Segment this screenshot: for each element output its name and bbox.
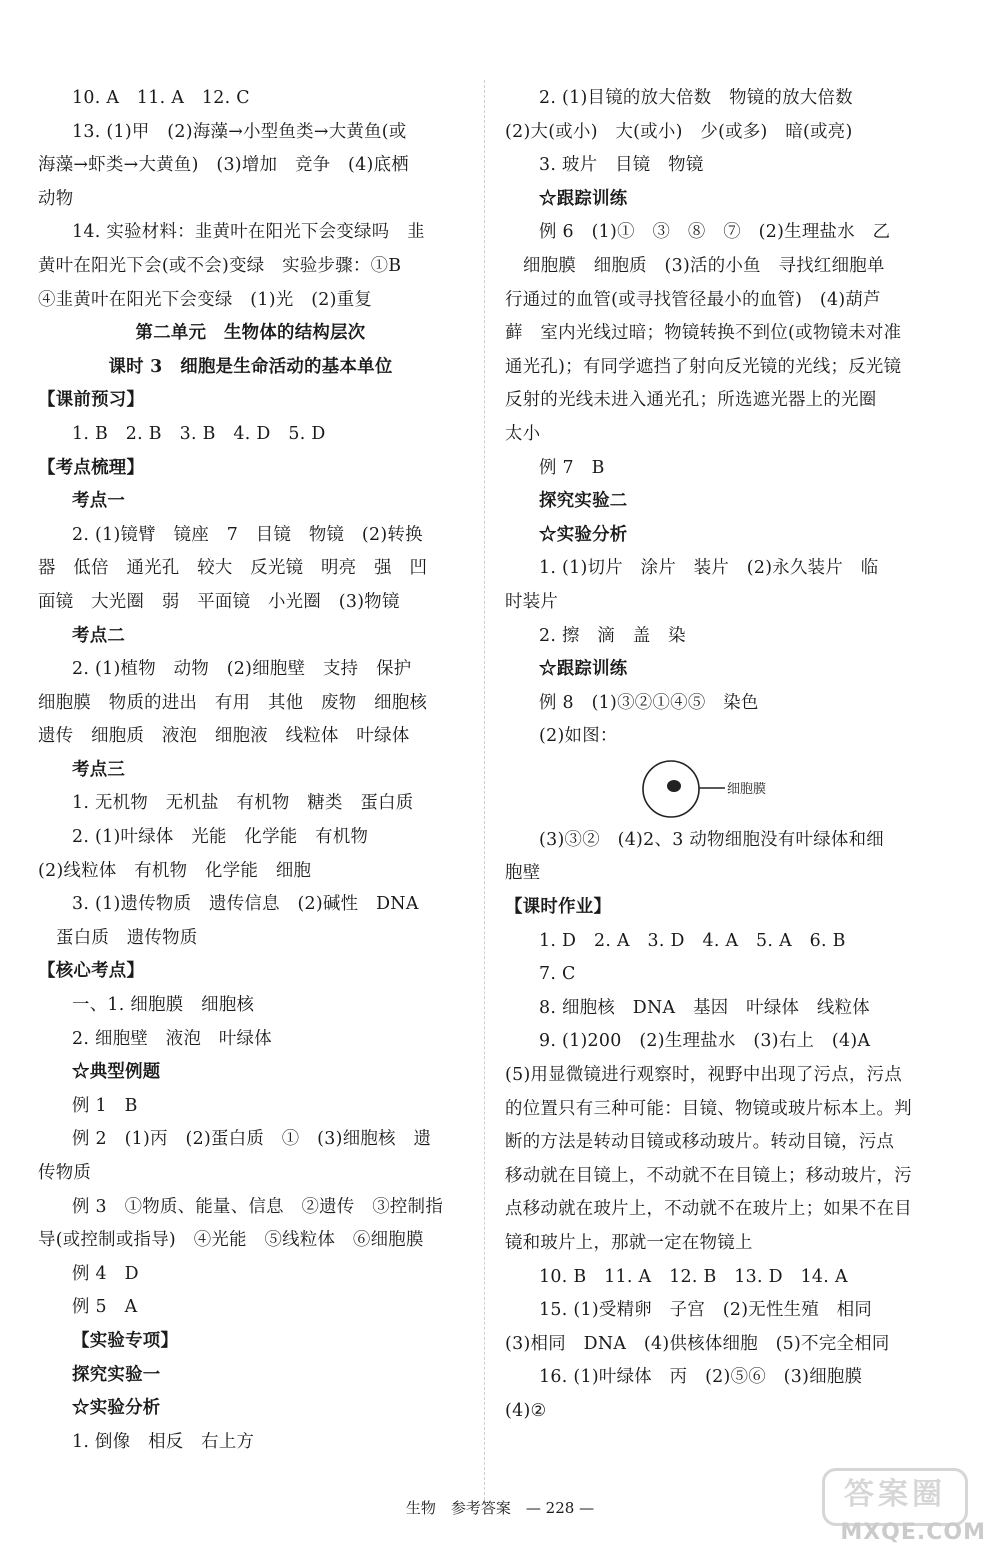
answer-line: 导(或控制或指导) ④光能 ⑤线粒体 ⑥细胞膜 — [38, 1230, 424, 1251]
answer-line: 1. 倒像 相反 右上方 — [72, 1431, 255, 1452]
answer-line: 点移动就在玻片上，不动就不在玻片上；如果不在目 — [505, 1199, 912, 1220]
answer-line: 【考点梳理】 — [38, 457, 145, 478]
answer-line: (2)线粒体 有机物 化学能 细胞 — [38, 860, 312, 881]
answer-line: 例 6 (1)① ③ ⑧ ⑦ (2)生理盐水 乙 — [539, 222, 891, 243]
answer-line: 探究实验一 — [72, 1364, 161, 1385]
answer-line: 考点二 — [72, 625, 126, 646]
watermark-url: MXQE.COM — [840, 1520, 986, 1545]
answer-line: 14. 实验材料：韭黄叶在阳光下会变绿吗 韭 — [72, 222, 425, 243]
answer-line: 9. (1)200 (2)生理盐水 (3)右上 (4)A — [539, 1031, 871, 1052]
answer-line: 10. B 11. A 12. B 13. D 14. A — [539, 1266, 848, 1287]
answer-line: 7. C — [539, 964, 576, 985]
left-column — [38, 82, 463, 1459]
answer-line: 15. (1)受精卵 子宫 (2)无性生殖 相同 — [539, 1300, 873, 1321]
answer-line: 1. 无机物 无机盐 有机物 糖类 蛋白质 — [72, 793, 414, 814]
answer-line: 例 7 B — [539, 457, 605, 478]
cell-nucleus — [667, 780, 681, 792]
answer-line: 13. (1)甲 (2)海藻→小型鱼类→大黄鱼(或 — [72, 121, 407, 142]
answer-line: ☆实验分析 — [72, 1398, 161, 1419]
answer-line: 例 8 (1)③②①④⑤ 染色 — [539, 692, 759, 713]
right-column-bottom — [505, 824, 925, 1429]
answer-line: ☆典型例题 — [72, 1062, 161, 1083]
answer-line: 8. 细胞核 DNA 基因 叶绿体 线粒体 — [539, 997, 870, 1018]
answer-line: 太小 — [505, 423, 541, 444]
answer-line: (3)相同 DNA (4)供核体细胞 (5)不完全相同 — [505, 1333, 890, 1354]
answer-line: 胞壁 — [505, 863, 541, 884]
answer-line: 镜和玻片上，那就一定在物镜上 — [505, 1233, 753, 1253]
page-footer: 生物 参考答案 — 228 — — [405, 1499, 595, 1517]
answer-line: 藓 室内光线过暗；物镜转换不到位(或物镜未对准 — [505, 323, 902, 344]
answer-line: 移动就在目镜上，不动就不在目镜上；移动玻片，污 — [505, 1165, 912, 1186]
answer-line: ☆跟踪训练 — [539, 188, 628, 209]
answer-line: 一、1. 细胞膜 细胞核 — [72, 995, 255, 1016]
answer-line: (4)② — [505, 1400, 547, 1421]
answer-line: 传物质 — [38, 1163, 92, 1183]
right-column — [505, 82, 925, 1429]
answer-line: 例 1 B — [72, 1095, 138, 1116]
answer-line: 细胞膜 物质的进出 有用 其他 废物 细胞核 — [38, 692, 428, 713]
answer-line: ④韭黄叶在阳光下会变绿 (1)光 (2)重复 — [38, 289, 373, 310]
answer-line: 2. (1)植物 动物 (2)细胞壁 支持 保护 — [72, 659, 412, 680]
answer-line: 例 2 (1)丙 (2)蛋白质 ① (3)细胞核 遗 — [72, 1129, 432, 1150]
answer-line: 断的方法是转动目镜或移动玻片。转动目镜，污点 — [505, 1132, 895, 1153]
answer-line: 例 5 A — [72, 1297, 138, 1318]
answer-line: 课时 3 细胞是生命活动的基本单位 — [108, 356, 393, 377]
answer-line: 【核心考点】 — [38, 961, 145, 982]
answer-line: 【课前预习】 — [38, 390, 145, 411]
answer-line: 遗传 细胞质 液泡 细胞液 线粒体 叶绿体 — [38, 726, 410, 747]
answer-line: 蛋白质 遗传物质 — [56, 927, 198, 948]
answer-line: 10. A 11. A 12. C — [72, 88, 250, 108]
answer-line: (5)用显微镜进行观察时，视野中出现了污点，污点 — [505, 1065, 903, 1086]
answer-line: 2. (1)目镜的放大倍数 物镜的放大倍数 — [539, 88, 853, 108]
answer-line: 反射的光线未进入通光孔；所选遮光器上的光圈 — [505, 390, 877, 411]
answer-line: ☆跟踪训练 — [539, 659, 628, 680]
answer-line: 黄叶在阳光下会(或不会)变绿 实验步骤：①B — [38, 255, 402, 276]
answer-line: 考点一 — [72, 491, 126, 512]
answer-line: (2)如图： — [539, 726, 618, 747]
watermark-logo: 答案圈 — [822, 1468, 968, 1526]
answer-line: 2. (1)镜臂 镜座 7 目镜 物镜 (2)转换 — [72, 524, 423, 545]
answer-line: 时装片 — [505, 591, 559, 612]
answer-line: 3. (1)遗传物质 遗传信息 (2)碱性 DNA — [72, 894, 419, 915]
answer-line: 2. 细胞壁 液泡 叶绿体 — [72, 1028, 272, 1049]
answer-line: 细胞膜 细胞质 (3)活的小鱼 寻找红细胞单 — [523, 255, 885, 276]
answer-line: 【课时作业】 — [505, 897, 612, 918]
answer-line: 1. (1)切片 涂片 装片 (2)永久装片 临 — [539, 558, 879, 579]
answer-line: 器 低倍 通光孔 较大 反光镜 明亮 强 凹 — [38, 558, 428, 579]
watermark — [810, 1468, 986, 1552]
answer-line: (3)③② (4)2、3 动物细胞没有叶绿体和细 — [539, 829, 884, 850]
answer-line: 例 3 ①物质、能量、信息 ②遗传 ③控制指 — [72, 1196, 444, 1217]
cell-figure-row — [505, 754, 925, 824]
right-column-top — [505, 82, 925, 754]
answer-line: 3. 玻片 目镜 物镜 — [539, 155, 704, 176]
answer-line: 动物 — [38, 188, 74, 209]
answer-line: 探究实验二 — [539, 491, 628, 512]
answer-line: 16. (1)叶绿体 丙 (2)⑤⑥ (3)细胞膜 — [539, 1367, 863, 1388]
answer-line: (2)大(或小) 大(或小) 少(或多) 暗(或亮) — [505, 121, 853, 142]
answer-line: 面镜 大光圈 弱 平面镜 小光圈 (3)物镜 — [38, 591, 400, 612]
answer-line: 第二单元 生物体的结构层次 — [135, 323, 366, 344]
answer-line: 1. B 2. B 3. B 4. D 5. D — [72, 423, 326, 444]
answer-line: 的位置只有三种可能：目镜、物镜或玻片标本上。判 — [505, 1098, 912, 1119]
cell-diagram — [641, 757, 791, 821]
column-divider — [484, 80, 485, 1510]
answer-line: 2. (1)叶绿体 光能 化学能 有机物 — [72, 827, 369, 848]
answer-line: 1. D 2. A 3. D 4. A 5. A 6. B — [539, 930, 846, 951]
answer-line: ☆实验分析 — [539, 524, 628, 545]
answer-line: 考点三 — [72, 759, 126, 780]
answer-line: 通光孔)；有同学遮挡了射向反光镜的光线；反光镜 — [505, 356, 902, 377]
answer-line: 2. 擦 滴 盖 染 — [539, 625, 686, 646]
cell-membrane-label: 细胞膜 — [727, 781, 767, 797]
answer-line: 海藻→虾类→大黄鱼) (3)增加 竞争 (4)底栖 — [38, 155, 409, 176]
answer-line: 【实验专项】 — [72, 1330, 179, 1351]
answer-line: 行通过的血管(或寻找管径最小的血管) (4)葫芦 — [505, 289, 881, 310]
answer-line: 例 4 D — [72, 1263, 139, 1284]
